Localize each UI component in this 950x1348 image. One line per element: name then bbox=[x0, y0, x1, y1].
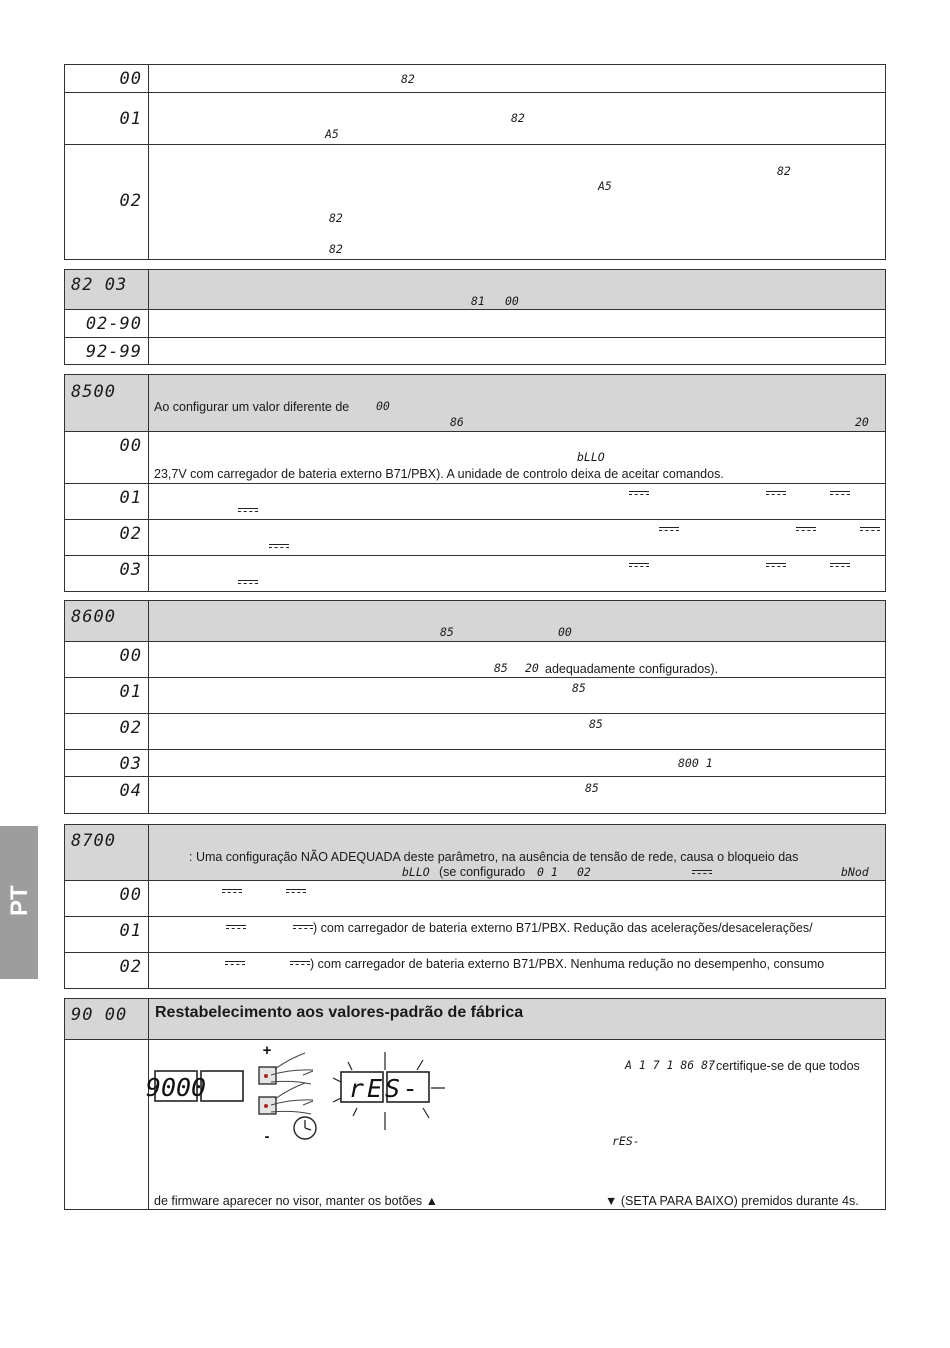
dc-symbol bbox=[629, 563, 649, 568]
dc-symbol bbox=[238, 580, 258, 585]
param-value: 04 bbox=[119, 781, 142, 801]
param-code: 90 00 bbox=[71, 1005, 128, 1025]
param-code: 8500 bbox=[71, 382, 116, 402]
dc-symbol bbox=[766, 563, 786, 568]
dc-symbol bbox=[796, 527, 816, 532]
body-text: : certifique-se de que todos bbox=[709, 1059, 860, 1073]
display-code: 0 1 bbox=[537, 865, 558, 879]
row-text: adequadamente configurados). bbox=[545, 662, 719, 676]
dc-symbol bbox=[860, 527, 880, 532]
table-param-8203 bbox=[64, 269, 886, 365]
table-param-8600 bbox=[64, 600, 886, 814]
param-value: 03 bbox=[119, 560, 142, 580]
table-row bbox=[65, 432, 886, 484]
table-row bbox=[65, 953, 886, 989]
display-code: 85 bbox=[572, 681, 586, 695]
dc-symbol bbox=[830, 563, 850, 568]
param-code: 82 03 bbox=[71, 275, 128, 295]
dc-symbol bbox=[692, 870, 712, 875]
display-code: 00 bbox=[505, 294, 519, 308]
param-value: 02-90 bbox=[85, 314, 142, 334]
param-code: 8600 bbox=[71, 607, 116, 627]
table-row bbox=[65, 93, 886, 145]
body-text: de firmware aparecer no visor, manter os botões ▲ bbox=[154, 1194, 439, 1208]
table-row bbox=[65, 520, 886, 556]
display-code: 02 bbox=[577, 865, 591, 879]
dc-symbol bbox=[629, 491, 649, 496]
display-code: 82 bbox=[777, 164, 791, 178]
param-value: 00 bbox=[119, 885, 142, 905]
header-text: Ao configurar um valor diferente de bbox=[154, 400, 350, 414]
row-text: ) com carregador de bateria externo B71/PBX. Redução das acelerações/desacelerações/ bbox=[313, 921, 813, 935]
reset-procedure-illustration bbox=[145, 1042, 453, 1145]
header-text: : Uma configuração NÃO ADEQUADA deste parâmetro, na ausência de tensão de rede, causa o bloqueio das bbox=[189, 850, 799, 864]
table-param-9000 bbox=[64, 998, 886, 1210]
display-code: 81 bbox=[471, 294, 485, 308]
body-text: ▼ (SETA PARA BAIXO) premidos durante 4s. bbox=[605, 1194, 859, 1208]
table-row bbox=[65, 777, 886, 814]
display-code: A5 bbox=[598, 179, 612, 193]
table-row bbox=[65, 145, 886, 260]
display-code: 85 bbox=[440, 625, 454, 639]
display-code: A 1 7 1 86 87 bbox=[625, 1058, 716, 1072]
param-value: 01 bbox=[119, 682, 142, 702]
display-code: 85 bbox=[494, 661, 508, 675]
finger-icon bbox=[271, 1053, 313, 1084]
dc-symbol bbox=[222, 889, 242, 894]
param-value: 00 bbox=[119, 646, 142, 666]
display-code: 82 bbox=[329, 242, 343, 256]
param-value: 01 bbox=[119, 109, 142, 129]
param-value: 02 bbox=[119, 957, 142, 977]
minus-label: - bbox=[264, 1128, 270, 1145]
param-value: 02 bbox=[119, 718, 142, 738]
param-value: 02 bbox=[119, 524, 142, 544]
table-row bbox=[65, 917, 886, 953]
display-code: bNod bbox=[841, 865, 869, 879]
param-code: 8700 bbox=[71, 831, 116, 851]
dc-symbol bbox=[269, 544, 289, 549]
display-code: bLLO bbox=[577, 450, 605, 464]
display-code: A5 bbox=[325, 127, 339, 141]
dc-symbol bbox=[226, 925, 246, 930]
table-row bbox=[65, 1040, 886, 1210]
language-tab bbox=[0, 826, 38, 979]
row-text: 23,7V com carregador de bateria externo B71/PBX). A unidade de controlo deixa de aceitar comandos. bbox=[154, 467, 724, 481]
table-header-row bbox=[65, 601, 886, 642]
lcd-digit-box bbox=[201, 1071, 243, 1101]
display-code: 20 bbox=[855, 415, 869, 429]
finger-icon bbox=[271, 1083, 313, 1114]
display-code: bLLO bbox=[402, 865, 430, 879]
row-text: ) com carregador de bateria externo B71/PBX. Nenhuma redução no desempenho, consumo bbox=[310, 957, 825, 971]
dc-symbol bbox=[290, 961, 310, 966]
dc-symbol bbox=[659, 527, 679, 532]
table-mode-options bbox=[64, 64, 886, 260]
table-row bbox=[65, 678, 886, 714]
table-header-row bbox=[65, 375, 886, 432]
header-text: (se configurado bbox=[439, 865, 526, 879]
display-code: 20 bbox=[525, 661, 539, 675]
table-row bbox=[65, 310, 886, 338]
table-row bbox=[65, 714, 886, 750]
display-code: 85 bbox=[589, 717, 603, 731]
lcd-right-digits: rES- bbox=[348, 1074, 422, 1103]
display-code: 86 bbox=[450, 415, 464, 429]
table-row bbox=[65, 881, 886, 917]
display-code: 82 bbox=[329, 211, 343, 225]
param-value: 01 bbox=[119, 921, 142, 941]
dc-symbol bbox=[225, 961, 245, 966]
display-code: 00 bbox=[558, 625, 572, 639]
dc-symbol bbox=[293, 925, 313, 930]
table-param-8500 bbox=[64, 374, 886, 592]
dc-symbol bbox=[238, 508, 258, 513]
table-row bbox=[65, 556, 886, 592]
display-code: 85 bbox=[585, 781, 599, 795]
display-code: 800 1 bbox=[678, 756, 713, 770]
section-title: Restabelecimento aos valores-padrão de fábrica bbox=[155, 1004, 524, 1021]
table-row bbox=[65, 484, 886, 520]
table-param-8700 bbox=[64, 824, 886, 989]
dc-symbol bbox=[830, 491, 850, 496]
table-row bbox=[65, 65, 886, 93]
lcd-left-digits: 9000 bbox=[145, 1073, 207, 1102]
param-value: 92-99 bbox=[85, 342, 142, 362]
language-tab-label: PT bbox=[6, 885, 33, 916]
table-header-row bbox=[65, 825, 886, 881]
display-code: 82 bbox=[511, 111, 525, 125]
table-row bbox=[65, 338, 886, 365]
param-value: 03 bbox=[119, 754, 142, 774]
dc-symbol bbox=[286, 889, 306, 894]
display-code: 00 bbox=[376, 399, 390, 413]
param-value: 01 bbox=[119, 488, 142, 508]
param-value: 00 bbox=[119, 436, 142, 456]
dc-symbol bbox=[766, 491, 786, 496]
table-row bbox=[65, 750, 886, 777]
display-code: 82 bbox=[401, 72, 415, 86]
table-header-row bbox=[65, 999, 886, 1040]
display-code: rES- bbox=[612, 1134, 640, 1148]
param-value: 00 bbox=[119, 69, 142, 89]
plus-label: + bbox=[262, 1042, 272, 1059]
table-header-row bbox=[65, 270, 886, 310]
table-row bbox=[65, 642, 886, 678]
param-value: 02 bbox=[119, 191, 142, 211]
